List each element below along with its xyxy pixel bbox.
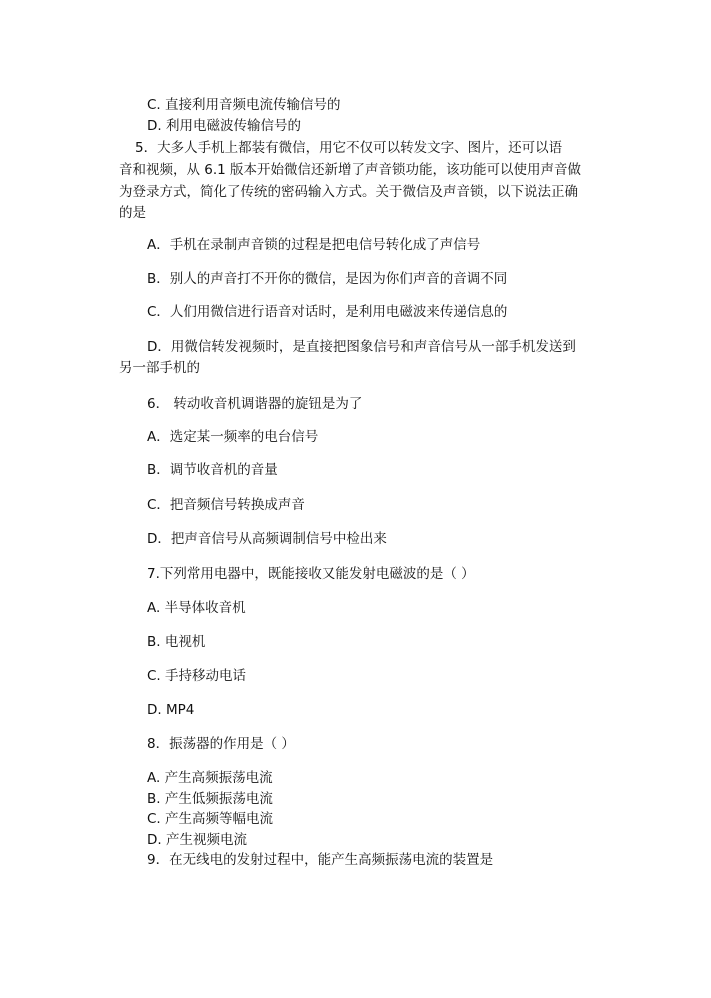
q8-option-a: A. 产生高频振荡电流 <box>147 770 273 786</box>
option-c-prev: C. 直接利用音频电流传输信号的 <box>147 97 341 113</box>
q5-option-d-line-2: 另一部手机的 <box>119 360 200 376</box>
q7-option-a: A. 半导体收音机 <box>147 600 246 616</box>
q5-stem-line-2: 音和视频，从 6.1 版本开始微信还新增了声音锁功能，该功能可以使用声音做 <box>119 162 582 178</box>
q7-option-b: B. 电视机 <box>147 634 206 650</box>
q6-stem: 6． 转动收音机调谐器的旋钮是为了 <box>147 396 363 412</box>
q9-stem: 9．在无线电的发射过程中，能产生高频振荡电流的装置是 <box>147 852 494 868</box>
q5-stem-line-4: 的是 <box>119 205 146 221</box>
q5-stem-line-3: 为登录方式，简化了传统的密码输入方式。关于微信及声音锁，以下说法正确 <box>119 184 578 200</box>
q6-option-b: B．调节收音机的音量 <box>147 462 278 478</box>
q5-option-a: A．手机在录制声音锁的过程是把电信号转化成了声信号 <box>147 237 481 253</box>
q6-option-d: D．把声音信号从高频调制信号中检出来 <box>147 531 387 547</box>
q8-option-b: B. 产生低频振荡电流 <box>147 791 273 807</box>
q8-stem: 8．振荡器的作用是（ ） <box>147 736 295 752</box>
q5-option-d-line-1: D．用微信转发视频时，是直接把图象信号和声音信号从一部手机发送到 <box>147 339 576 355</box>
q5-option-b: B．别人的声音打不开你的微信，是因为你们声音的音调不同 <box>147 271 508 287</box>
q6-option-a: A．选定某一频率的电台信号 <box>147 429 319 445</box>
q5-stem-line-1: 5．大多人手机上都装有微信，用它不仅可以转发文字、图片，还可以语 <box>135 140 563 156</box>
q8-option-d: D. 产生视频电流 <box>147 832 247 848</box>
q7-option-d: D. MP4 <box>147 702 195 718</box>
q8-option-c: C. 产生高频等幅电流 <box>147 811 274 827</box>
q7-stem: 7.下列常用电器中，既能接收又能发射电磁波的是（ ） <box>147 566 475 582</box>
q6-option-c: C．把音频信号转换成声音 <box>147 497 305 513</box>
q5-option-c: C．人们用微信进行语音对话时，是利用电磁波来传递信息的 <box>147 304 508 320</box>
q7-option-c: C. 手持移动电话 <box>147 668 247 684</box>
option-d-prev: D. 利用电磁波传输信号的 <box>147 118 301 134</box>
